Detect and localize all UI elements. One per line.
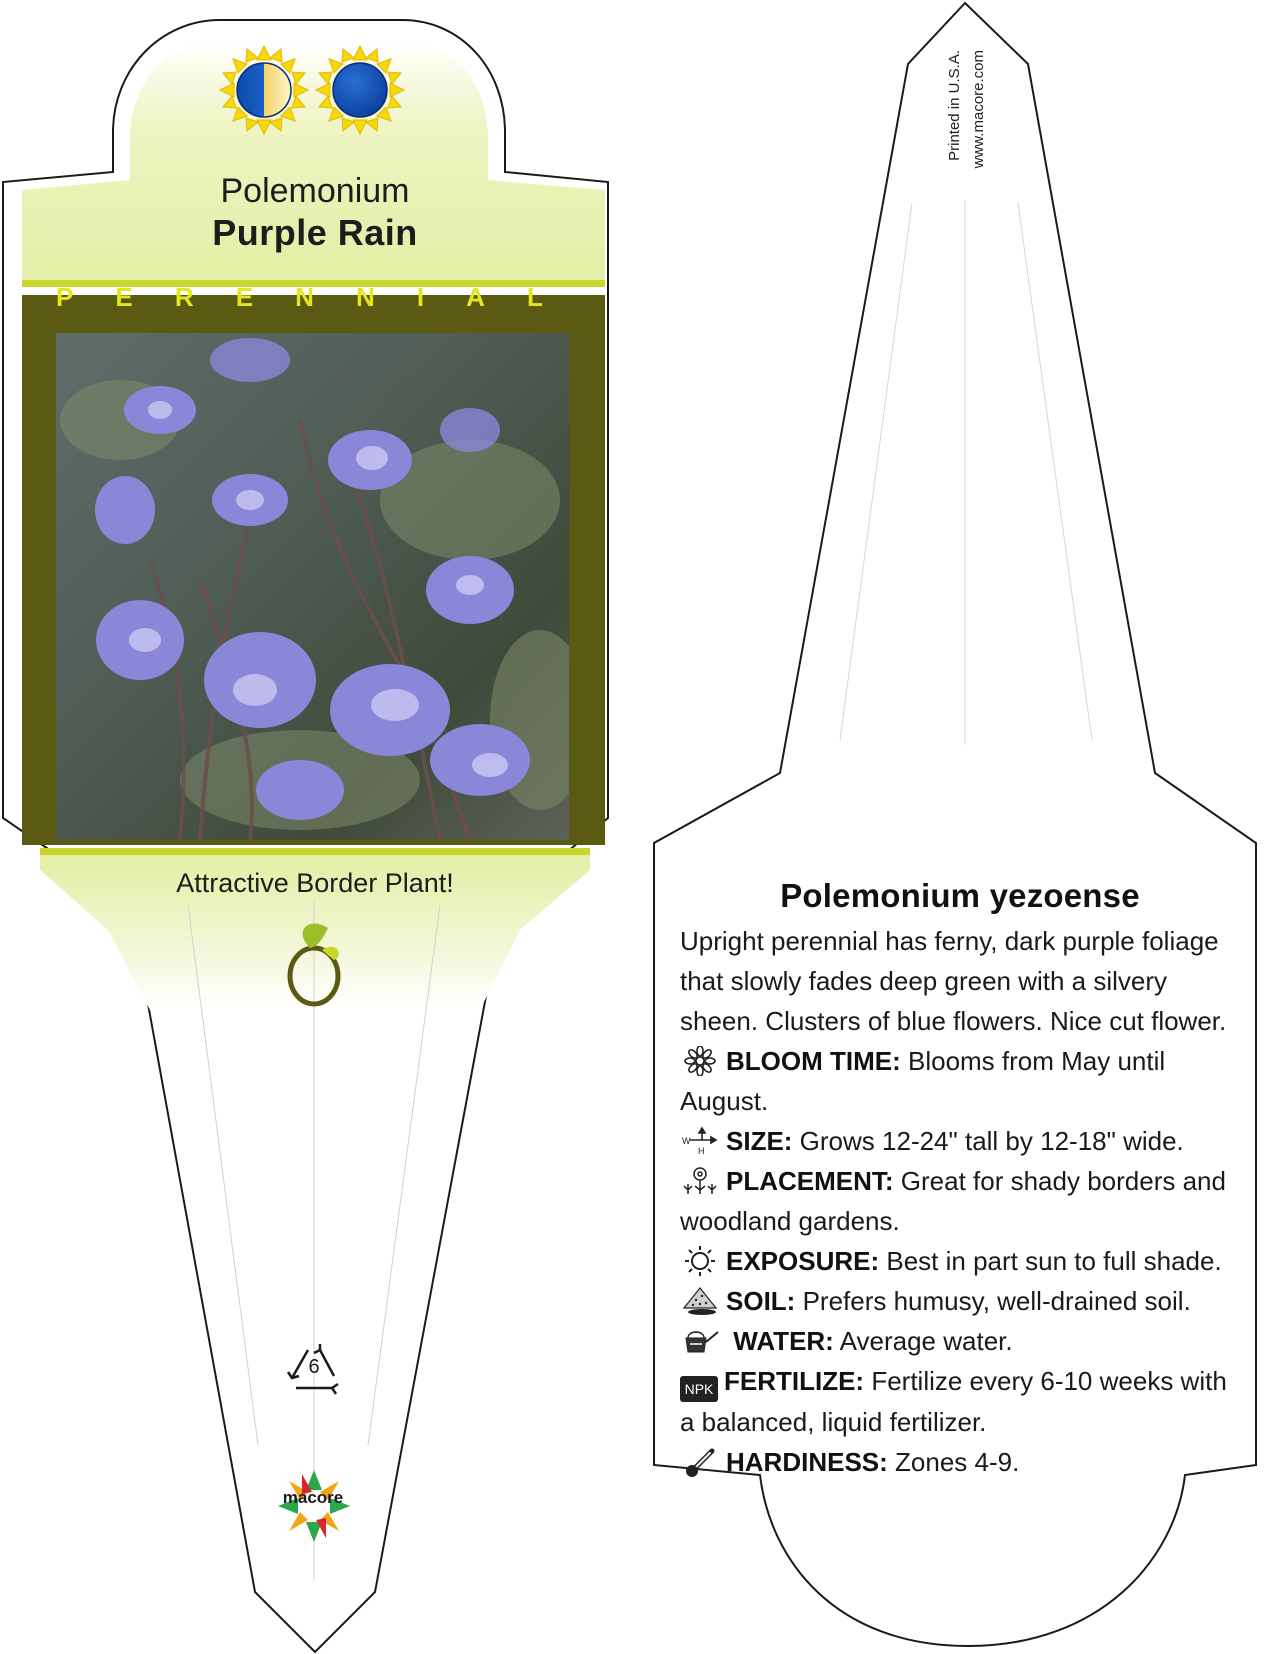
svg-text:W: W — [682, 1136, 691, 1146]
printed-note — [888, 50, 1048, 220]
fertilize-text: Fertilize every 6-10 weeks with a balanced, liquid fertilizer. — [680, 1366, 1227, 1437]
category-letter: I — [416, 282, 425, 312]
category-letter: R — [174, 282, 194, 312]
tagline: Attractive Border Plant! — [176, 868, 454, 898]
care-hardiness — [680, 1442, 1240, 1482]
full-shade-icon — [316, 46, 404, 134]
care-fertilize — [680, 1361, 1240, 1442]
care-bloom-time — [680, 1041, 1240, 1121]
website-url: www.macore.com — [970, 50, 987, 169]
common-name: Polemonium — [220, 172, 410, 210]
watering-can-icon — [680, 1326, 720, 1356]
printed-country: Printed in U.S.A. — [946, 50, 963, 161]
placement-label: PLACEMENT: — [726, 1166, 894, 1196]
care-placement — [680, 1161, 1240, 1241]
soil-label: SOIL: — [726, 1286, 796, 1316]
soil-text: Prefers humusy, well-drained soil. — [795, 1286, 1191, 1316]
category-letter: N — [295, 282, 314, 312]
care-size — [680, 1121, 1240, 1161]
plant-description: Upright perennial has ferny, dark purple foliage that slowly fades deep green with a silvery sheen. Clusters of blue flowers. Nice cut flower. — [680, 926, 1227, 1036]
cultivar-name: Purple Rain — [212, 212, 418, 253]
plants-icon — [680, 1166, 720, 1196]
placement-text: Great for shady borders and woodland gardens. — [680, 1166, 1226, 1236]
size-text: Grows 12-24" tall by 12-18" wide. — [792, 1126, 1184, 1156]
npk-icon: NPK — [680, 1376, 718, 1402]
size-label: SIZE: — [726, 1126, 793, 1156]
care-water — [680, 1321, 1240, 1361]
hardiness-label: HARDINESS: — [726, 1447, 888, 1477]
soil-pile-icon — [680, 1286, 720, 1316]
flower-icon — [680, 1046, 720, 1076]
plant-photo — [56, 333, 590, 840]
category-letter: E — [115, 282, 133, 312]
hardiness-text: Zones 4-9. — [887, 1447, 1020, 1477]
category-label — [22, 282, 577, 313]
exposure-label: EXPOSURE: — [726, 1246, 880, 1276]
category-letter: E — [235, 282, 254, 312]
category-letter: L — [527, 282, 543, 312]
care-soil — [680, 1281, 1240, 1321]
category-letter: P — [56, 282, 74, 312]
size-arrows-icon — [680, 1126, 720, 1156]
category-letter: A — [466, 282, 485, 312]
recycle-code: 6 — [308, 1356, 320, 1378]
care-exposure — [680, 1241, 1240, 1281]
bloom-label: BLOOM TIME: — [726, 1046, 901, 1076]
svg-text:H: H — [698, 1146, 705, 1156]
bloom-text: Blooms from May until August. — [680, 1046, 1166, 1116]
water-label: WATER: — [733, 1326, 834, 1356]
brand-name: macore — [282, 1488, 344, 1507]
exposure-text: Best in part sun to full shade. — [879, 1246, 1222, 1276]
water-text: Average water. — [833, 1326, 1013, 1356]
sun-icon — [680, 1246, 720, 1276]
thermometer-icon — [680, 1447, 720, 1477]
species-name: Polemonium yezoense — [780, 877, 1140, 914]
care-info — [680, 877, 1240, 1482]
category-letter: N — [355, 282, 375, 312]
fertilize-label: FERTILIZE: — [724, 1366, 865, 1396]
part-sun-icon — [220, 46, 308, 134]
